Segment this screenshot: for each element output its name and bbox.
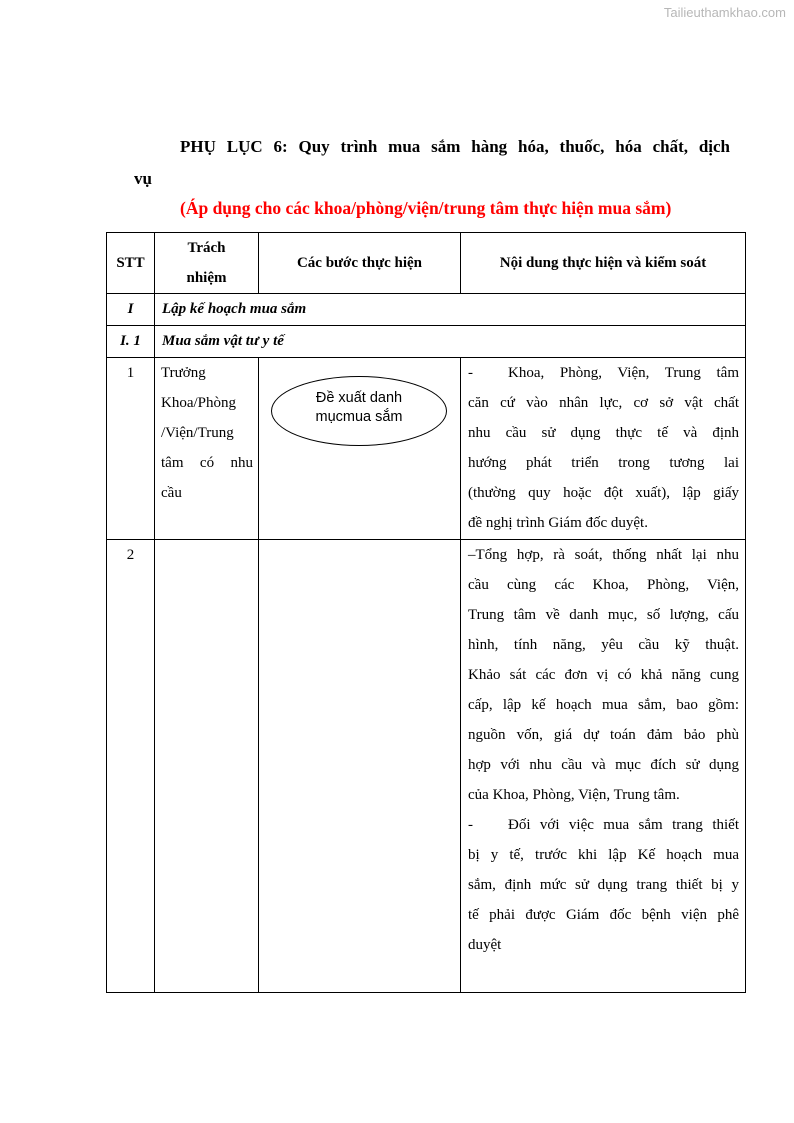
content-line: Trung tâm về danh mục, số lượng, cấu <box>468 607 739 623</box>
section-label: Lập kế hoạch mua sắm <box>155 294 746 326</box>
procurement-process-table <box>106 232 746 993</box>
responsibility-line: cầu <box>161 485 182 501</box>
content-line: căn cứ vào nhân lực, cơ sở vật chất <box>468 395 739 411</box>
row-step <box>259 358 461 540</box>
header-stt: STT <box>107 233 155 294</box>
responsibility-line: /Viện/Trung <box>161 425 234 441</box>
bullet-dash: - <box>468 817 473 833</box>
table-row <box>107 540 746 993</box>
content-line: cầu cùng các Khoa, Phòng, Viện, <box>468 577 739 593</box>
document-title <box>134 131 730 195</box>
content-line: nhu cầu sử dụng thực tế và định <box>468 425 739 441</box>
content-line: bị y tế, trước khi lập Kế hoạch mua <box>468 847 739 863</box>
content-text: Khoa, Phòng, Viện, Trung tâm <box>508 365 739 381</box>
responsibility-line: Khoa/Phòng <box>161 395 236 411</box>
content-line: của Khoa, Phòng, Viện, Trung tâm. <box>468 787 680 803</box>
content-line: –Tổng hợp, rà soát, thống nhất lại nhu <box>468 547 739 563</box>
header-steps: Các bước thực hiện <box>259 233 461 294</box>
header-responsibility <box>155 233 259 294</box>
row-step <box>259 540 461 993</box>
row-responsibility <box>155 540 259 993</box>
content-text: Đối với việc mua sắm trang thiết <box>508 817 739 833</box>
header-content: Nội dung thực hiện và kiểm soát <box>461 233 746 294</box>
content-line: tế phải được Giám đốc bệnh viện phê <box>468 907 739 923</box>
bullet-dash: - <box>468 365 473 381</box>
title-line-2: vụ <box>134 169 152 188</box>
title-line-1: PHỤ LỤC 6: Quy trình mua sắm hàng hóa, thuốc, hóa chất, dịch <box>180 137 730 156</box>
content-line: hướng phát triển trong tương lai <box>468 455 739 471</box>
step-text-line: Đề xuất danh <box>315 390 403 406</box>
row-stt: 1 <box>107 358 155 540</box>
watermark: Tailieuthamkhao.com <box>663 5 786 20</box>
content-line: duyệt <box>468 937 502 953</box>
responsibility-line: tâm có nhu <box>161 455 253 471</box>
section-number: I. 1 <box>107 326 155 358</box>
step-text-line: mụcmua sắm <box>315 409 403 425</box>
row-responsibility <box>155 358 259 540</box>
content-line: cấp, lập kế hoạch mua sắm, bao gồm: <box>468 697 739 713</box>
content-line: (thường quy hoặc đột xuất), lập giấy <box>468 485 739 501</box>
table-row <box>107 358 746 540</box>
header-responsibility-line-1: Trách <box>187 240 226 256</box>
content-line: nguồn vốn, giá dự toán đảm bảo phù <box>468 727 739 743</box>
content-line: hợp với nhu cầu và mục đích sử dụng <box>468 757 739 773</box>
content-line <box>468 810 739 840</box>
document-subtitle: (Áp dụng cho các khoa/phòng/viện/trung tâm thực hiện mua sắm) <box>180 198 672 218</box>
responsibility-line: Trưởng <box>161 365 206 381</box>
section-label: Mua sắm vật tư y tế <box>155 326 746 358</box>
row-content <box>461 540 746 993</box>
content-line: Khảo sát các đơn vị có khả năng cung <box>468 667 739 683</box>
row-content <box>461 358 746 540</box>
process-step-ellipse <box>271 376 447 446</box>
row-stt: 2 <box>107 540 155 993</box>
section-number: I <box>107 294 155 326</box>
content-line: hình, tính năng, yêu cầu kỹ thuật. <box>468 637 739 653</box>
table-header-row <box>107 233 746 294</box>
content-line: sắm, định mức sử dụng trang thiết bị y <box>468 877 739 893</box>
content-line <box>468 358 739 388</box>
section-row <box>107 326 746 358</box>
content-line: đề nghị trình Giám đốc duyệt. <box>468 515 648 531</box>
header-responsibility-line-2: nhiệm <box>186 270 227 286</box>
section-row <box>107 294 746 326</box>
